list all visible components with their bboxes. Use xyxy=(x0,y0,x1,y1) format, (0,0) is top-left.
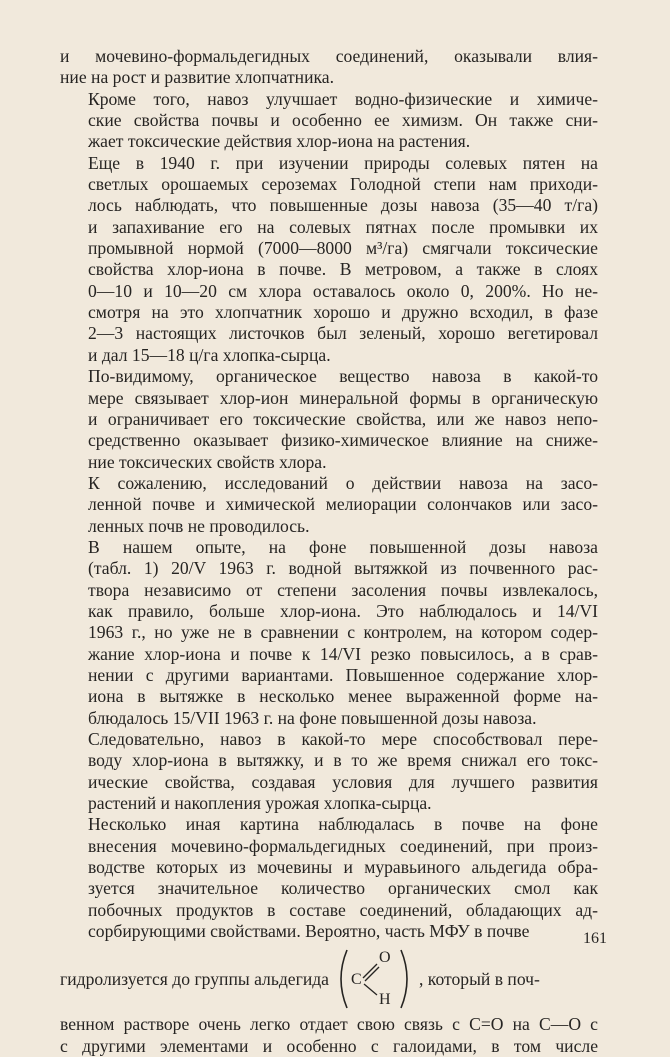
text-line: средственно оказывает физико-химическое влияние на сниже- xyxy=(88,430,598,451)
text-line: лось наблюдать, что повышенные дозы навоза (35—40 т/га) xyxy=(88,195,598,216)
text-line: ленных почв не проводилось. xyxy=(88,515,310,536)
text-line: как правило, больше хлор-иона. Это наблюдалось и 14/VI xyxy=(88,600,598,621)
text-line: воду хлор-иона в вытяжку, и в то же время снижал его токс- xyxy=(88,750,598,771)
formula-line-before: гидролизуется до группы альдегида xyxy=(60,968,329,989)
text-line: ленной почве и химической мелиорации солончаков или засо- xyxy=(88,494,598,515)
paragraph xyxy=(60,89,598,153)
text-line: промывной нормой (7000—8000 м³/га) смягчали токсические xyxy=(88,238,598,259)
text-line: мере связывает хлор-ион минеральной формы в органическую xyxy=(88,387,598,408)
formula-brackets-bonds xyxy=(335,948,413,1010)
text-line: В нашем опыте, на фоне повышенной дозы навоза xyxy=(88,536,598,557)
text-line: и дал 15—18 ц/га хлопка-сырца. xyxy=(88,344,331,365)
formula-line xyxy=(60,948,598,1010)
text-line: Несколько иная картина наблюдалась в почве на фоне xyxy=(88,814,598,835)
text-column xyxy=(60,46,598,1057)
text-line: и запахивание его на солевых пятнах после промывки их xyxy=(88,216,598,237)
text-line: свойства хлор-иона в почве. В метровом, а также в слоях xyxy=(88,259,598,280)
text-line: ические свойства, создавая условия для лучшего развития xyxy=(88,771,598,792)
formula-line-after: , который в поч- xyxy=(419,968,540,989)
text-line: иона в вытяжке в несколько менее выраженной форме на- xyxy=(88,686,598,707)
text-line: и мочевино-формальдегидных соединений, оказывали влия- xyxy=(60,46,598,66)
text-line: зуется значительное количество органических смол как xyxy=(88,878,598,899)
text-line: смотря на это хлопчатник хорошо и дружно всходил, в фазе xyxy=(88,302,598,323)
formula-carbon: C xyxy=(351,971,362,989)
text-line: 2—3 настоящих листочков был зеленый, хорошо вегетировал xyxy=(88,323,598,344)
text-line: ние на рост и развитие хлопчатника. xyxy=(60,67,334,88)
text-line: нении с другими вариантами. Повышенное содержание хлор- xyxy=(88,664,598,685)
text-line: ние токсических свойств хлора. xyxy=(88,451,327,472)
text-line: 0—10 и 10—20 см хлора оставалось около 0, 200%. Но не- xyxy=(88,280,598,301)
text-line: (табл. 1) 20/V 1963 г. водной вытяжкой из почвенного рас- xyxy=(88,558,598,579)
text-line: твора независимо от степени засоления почвы извлекалось, xyxy=(88,579,598,600)
paragraph xyxy=(60,729,598,814)
text-line: Следовательно, навоз в какой-то мере способствовал пере- xyxy=(88,729,598,749)
text-line: сорбирующими свойствами. Вероятно, часть МФУ в почве xyxy=(88,921,530,942)
text-line: светлых орошаемых сероземах Голодной степи нам приходи- xyxy=(88,174,598,195)
text-line: Кроме того, навоз улучшает водно-физические и химиче- xyxy=(88,88,598,109)
text-line: К сожалению, исследований о действии навоза на засо- xyxy=(88,472,598,493)
text-line: побочных продуктов в составе соединений, обладающих ад- xyxy=(88,899,598,920)
paragraph xyxy=(60,537,598,729)
text-line: ские свойства почвы и особенно ее химизм. Он также сни- xyxy=(88,110,598,131)
text-line: По-видимому, органическое вещество навоза в какой-то xyxy=(88,366,598,387)
paragraph xyxy=(60,1014,598,1057)
aldehyde-group-formula xyxy=(335,948,413,1010)
text-line: и ограничивает его токсические свойства, или же навоз непо- xyxy=(88,408,598,429)
text-line: Еще в 1940 г. при изучении природы солевых пятен на xyxy=(88,152,598,173)
text-line: с другими элементами и особенно с галоидами, в том числе xyxy=(60,1035,598,1056)
text-line: растений и накопления урожая хлопка-сырца. xyxy=(88,793,432,814)
formula-hydrogen: H xyxy=(379,991,391,1009)
paragraph xyxy=(60,366,598,473)
text-line: 1963 г., но уже не в сравнении с контролем, на котором содер- xyxy=(88,622,598,643)
paragraph xyxy=(60,46,598,89)
paragraph xyxy=(60,473,598,537)
text-line: блюдалось 15/VII 1963 г. на фоне повышенной дозы навоза. xyxy=(88,707,537,728)
text-line: венном растворе очень легко отдает свою связь с C=O на C—O с xyxy=(60,1014,598,1035)
text-line: водстве которых из мочевины и муравьиного альдегида обра- xyxy=(88,857,598,878)
paragraph xyxy=(60,153,598,366)
text-line: внесения мочевино-формальдегидных соединений, при произ- xyxy=(88,835,598,856)
formula-oxygen: O xyxy=(379,949,391,967)
text-line: жает токсические действия хлор-иона на растения. xyxy=(88,131,471,152)
page-number: 161 xyxy=(583,930,607,947)
paragraph xyxy=(60,814,598,942)
text-line: жание хлор-иона и почве к 14/VI резко повысилось, а в срав- xyxy=(88,643,598,664)
